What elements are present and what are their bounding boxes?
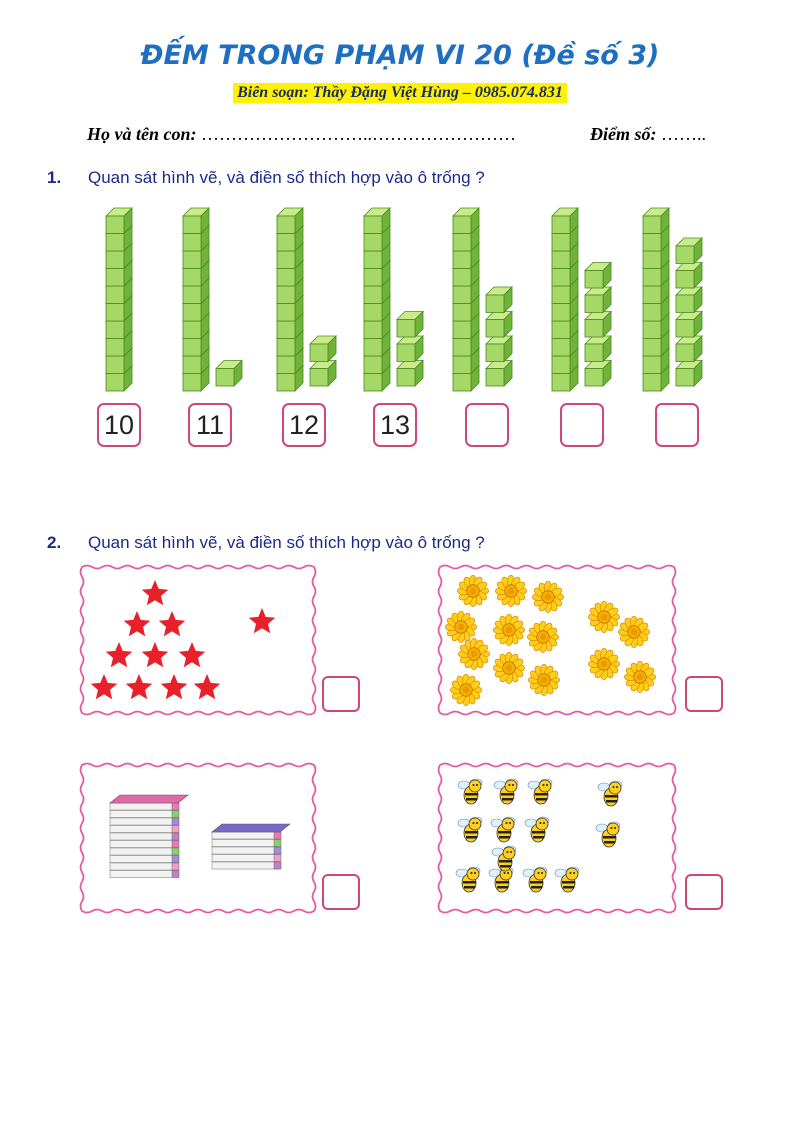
- bee-icon: [523, 867, 547, 892]
- star-icon: [124, 611, 151, 636]
- star-icon: [142, 580, 169, 605]
- star-icon: [91, 674, 118, 699]
- bee-icon: [492, 846, 516, 871]
- sunflower-icon: [457, 575, 488, 606]
- bee-icon: [598, 781, 622, 806]
- question-1-text: Quan sát hình vẽ, và điền số thích hợp vào ô trống ?: [88, 168, 485, 187]
- star-icon: [161, 674, 188, 699]
- bee-icon: [494, 779, 518, 804]
- book-stack: [212, 824, 290, 869]
- book-icon: [110, 856, 179, 863]
- sunflower-icon: [527, 621, 558, 652]
- sunflower-icon: [493, 652, 524, 683]
- star-icon: [249, 608, 276, 633]
- star-icon: [142, 642, 169, 667]
- wavy-frame: [81, 566, 316, 715]
- author-subtitle: Biên soạn: Thầy Đặng Việt Hùng – 0985.074.831: [233, 83, 567, 103]
- book-icon: [212, 840, 281, 847]
- book-icon: [110, 826, 179, 833]
- question-2-number: 2.: [47, 533, 62, 552]
- q2-answer-box-flowers[interactable]: [685, 676, 723, 712]
- book-icon: [212, 832, 281, 839]
- star-icon: [179, 642, 206, 667]
- bee-icon: [458, 817, 482, 842]
- book-icon: [212, 862, 281, 869]
- bee-icon: [456, 867, 480, 892]
- book-icon: [110, 841, 179, 848]
- bee-icon: [596, 822, 620, 847]
- q2-answer-box-bees[interactable]: [685, 874, 723, 910]
- q1-box-2: 11: [188, 403, 232, 447]
- star-icon: [159, 611, 186, 636]
- star-icon: [194, 674, 221, 699]
- book-icon: [110, 811, 179, 818]
- sunflower-icon: [624, 661, 655, 692]
- bee-icon: [458, 779, 482, 804]
- student-name-label: Họ và tên con:: [87, 124, 197, 144]
- star-icon: [126, 674, 153, 699]
- question-1-number: 1.: [47, 168, 62, 187]
- sunflower-icon: [532, 581, 563, 612]
- page-title: ĐẾM TRONG PHẠM VI 20 (Đề số 3): [140, 40, 660, 71]
- q1-box-1: 10: [97, 403, 141, 447]
- book-icon: [110, 803, 179, 810]
- q2-answer-box-stars[interactable]: [322, 676, 360, 712]
- sunflower-icon: [445, 611, 476, 642]
- book-stack: [110, 795, 188, 878]
- book-icon: [110, 863, 179, 870]
- book-icon: [110, 818, 179, 825]
- q1-box-3: 12: [282, 403, 326, 447]
- score-label: Điểm số:: [590, 124, 657, 144]
- bee-icon: [491, 817, 515, 842]
- book-icon: [110, 848, 179, 855]
- q2-answer-box-books[interactable]: [322, 874, 360, 910]
- sunflower-icon: [450, 674, 481, 705]
- star-icon: [106, 642, 133, 667]
- book-icon: [212, 855, 281, 862]
- book-icon: [212, 847, 281, 854]
- student-name-field[interactable]: ………………………..……………………: [201, 124, 516, 144]
- question-2-text: Quan sát hình vẽ, và điền số thích hợp vào ô trống ?: [88, 533, 485, 552]
- book-icon: [110, 833, 179, 840]
- bee-icon: [555, 867, 579, 892]
- score-field[interactable]: ……..: [661, 124, 706, 144]
- sunflower-icon: [528, 664, 559, 695]
- sunflower-icon: [458, 638, 489, 669]
- sunflower-icon: [588, 601, 619, 632]
- bee-icon: [528, 779, 552, 804]
- bee-icon: [489, 867, 513, 892]
- sunflower-icon: [493, 614, 524, 645]
- sunflower-icon: [618, 616, 649, 647]
- sunflower-icon: [588, 648, 619, 679]
- sunflower-icon: [495, 575, 526, 606]
- book-icon: [110, 871, 179, 878]
- q1-box-4: 13: [373, 403, 417, 447]
- bee-icon: [525, 817, 549, 842]
